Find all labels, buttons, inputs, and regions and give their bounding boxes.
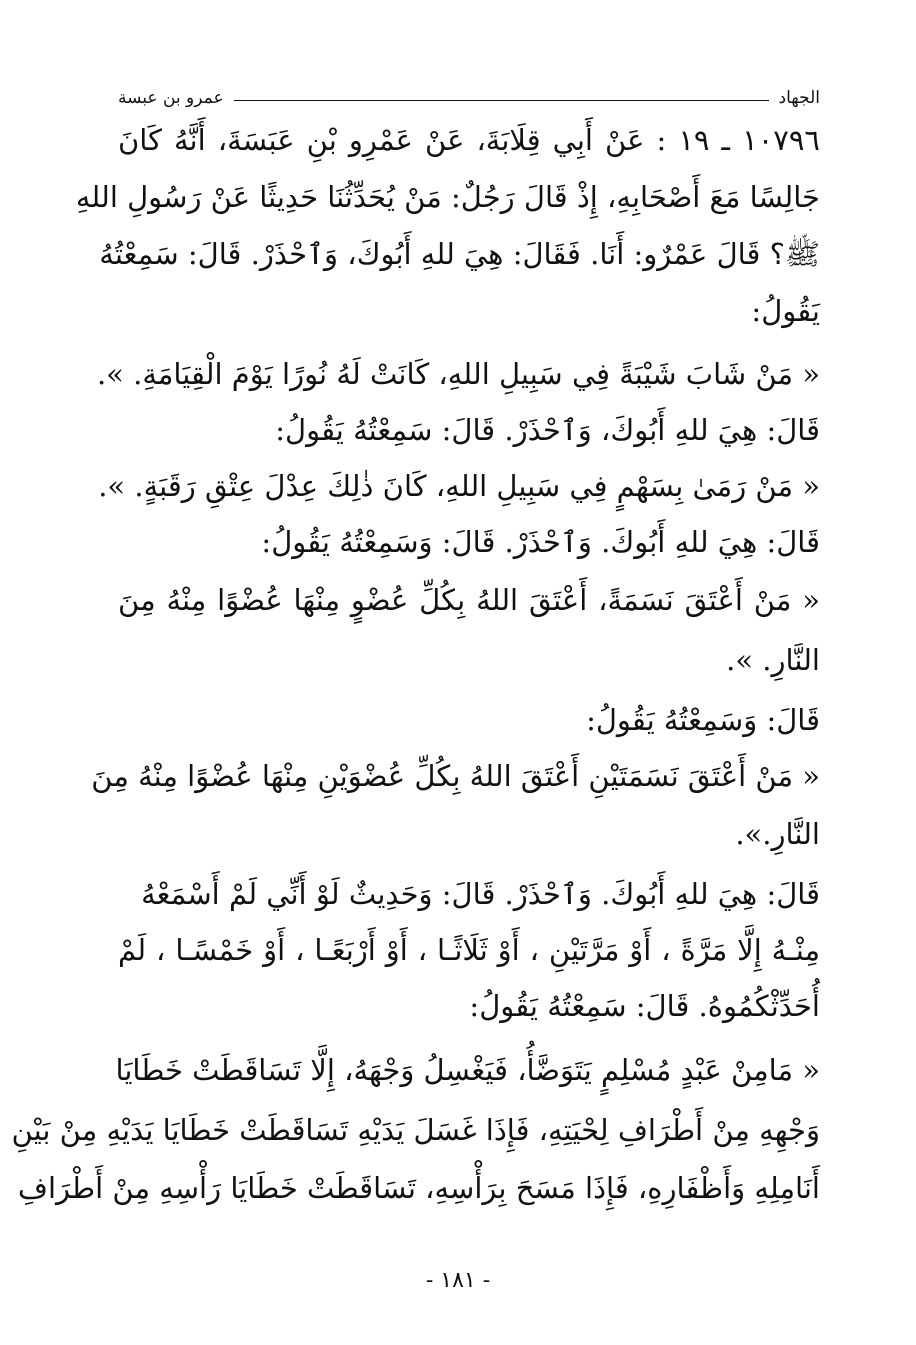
text-line: قَالَ: هِيَ للهِ أَبُوكَ. وَٱحْذَرْ. قَالَ: وَسَمِعْتُهُ يَقُولُ: bbox=[261, 525, 820, 559]
text-line: قَالَ: هِيَ للهِ أَبُوكَ، وَٱحْذَرْ. قَالَ: سَمِعْتُهُ يَقُولُ: bbox=[275, 413, 820, 447]
quoted-saying: « مَنْ شَابَ شَيْبَةً فِي سَبِيلِ اللهِ، كَانَتْ لَهُ نُورًا يَوْمَ الْقِيَامَةِ. ». bbox=[96, 357, 820, 391]
page-number: - ١٨١ - bbox=[425, 1268, 491, 1293]
quoted-saying: « مَنْ رَمَىٰ بِسَهْمٍ فِي سَبِيلِ اللهِ، كَانَ ذٰلِكَ عِدْلَ عِتْقِ رَقَبَةٍ. ». bbox=[98, 469, 820, 503]
text-line: يَقُولُ: bbox=[751, 294, 820, 328]
text-line: قَالَ: وَسَمِعْتُهُ يَقُولُ: bbox=[586, 703, 820, 737]
text-line: أُحَدِّثْكُمُوهُ. قَالَ: سَمِعْتُهُ يَقُولُ: bbox=[469, 989, 820, 1023]
text-line: جَالِسًا مَعَ أَصْحَابِهِ، إِذْ قَالَ رَجُلٌ: مَنْ يُحَدِّثُنَا حَدِيثًا عَنْ رَسُولِ اللهِ bbox=[75, 180, 820, 214]
quoted-saying: « مَنْ أَعْتَقَ نَسَمَةً، أَعْتَقَ اللهُ بِكُلِّ عُضْوٍ مِنْهَا عُضْوًا مِنْهُ مِنَ bbox=[118, 583, 820, 617]
text-line: النَّارِ. ». bbox=[726, 643, 820, 677]
narrator-name: عمرو بن عبسة bbox=[118, 88, 224, 108]
text-line: أَنَامِلِهِ وَأَظْفَارِهِ، فَإِذَا مَسَحَ بِرَأْسِهِ، تَسَاقَطَتْ خَطَايَا رَأْسِهِ مِنْ أَطْرَافِ bbox=[17, 1171, 820, 1205]
running-header bbox=[118, 84, 820, 112]
text-line: ١٠٧٩٦ ـ ١٩ : عَنْ أَبِي قِلَابَةَ، عَنْ عَمْرِو بْنِ عَبَسَةَ، أَنَّهُ كَانَ bbox=[118, 123, 821, 157]
section-title: الجهاد bbox=[778, 88, 820, 108]
quoted-saying: « مَنْ أَعْتَقَ نَسَمَتَيْنِ أَعْتَقَ اللهُ بِكُلِّ عُضْوَيْنِ مِنْهَا عُضْوًا مِنْهُ مِنَ bbox=[91, 759, 820, 793]
header-rule bbox=[234, 100, 769, 101]
text-line: وَجْهِهِ مِنْ أَطْرَافِ لِحْيَتِهِ، فَإِذَا غَسَلَ يَدَيْهِ تَسَاقَطَتْ خَطَايَا يَدَيْهِ مِنْ بَيْنِ bbox=[11, 1113, 820, 1147]
text-line: ﷺ؟ قَالَ عَمْرٌو: أَنَا. فَقَالَ: هِيَ للهِ أَبُوكَ، وَٱحْذَرْ. قَالَ: سَمِعْتُهُ bbox=[99, 237, 820, 271]
text-line: قَالَ: هِيَ للهِ أَبُوكَ. وَٱحْذَرْ. قَالَ: وَحَدِيثٌ لَوْ أَنِّي لَمْ أَسْمَعْهُ bbox=[141, 877, 820, 911]
text-line: النَّارِ.». bbox=[735, 817, 820, 851]
text-line: مِنْـهُ إِلَّا مَرَّةً ، أَوْ مَرَّتَيْنِ ، أَوْ ثَلَاثًـا ، أَوْ أَرْبَعًـا ، أَوْ خَمْسًـا ، لَمْ bbox=[118, 933, 820, 967]
quoted-saying: « مَامِنْ عَبْدٍ مُسْلِمٍ يَتَوَضَّأُ، فَيَغْسِلُ وَجْهَهُ، إِلَّا تَسَاقَطَتْ خَطَايَا bbox=[115, 1053, 820, 1087]
